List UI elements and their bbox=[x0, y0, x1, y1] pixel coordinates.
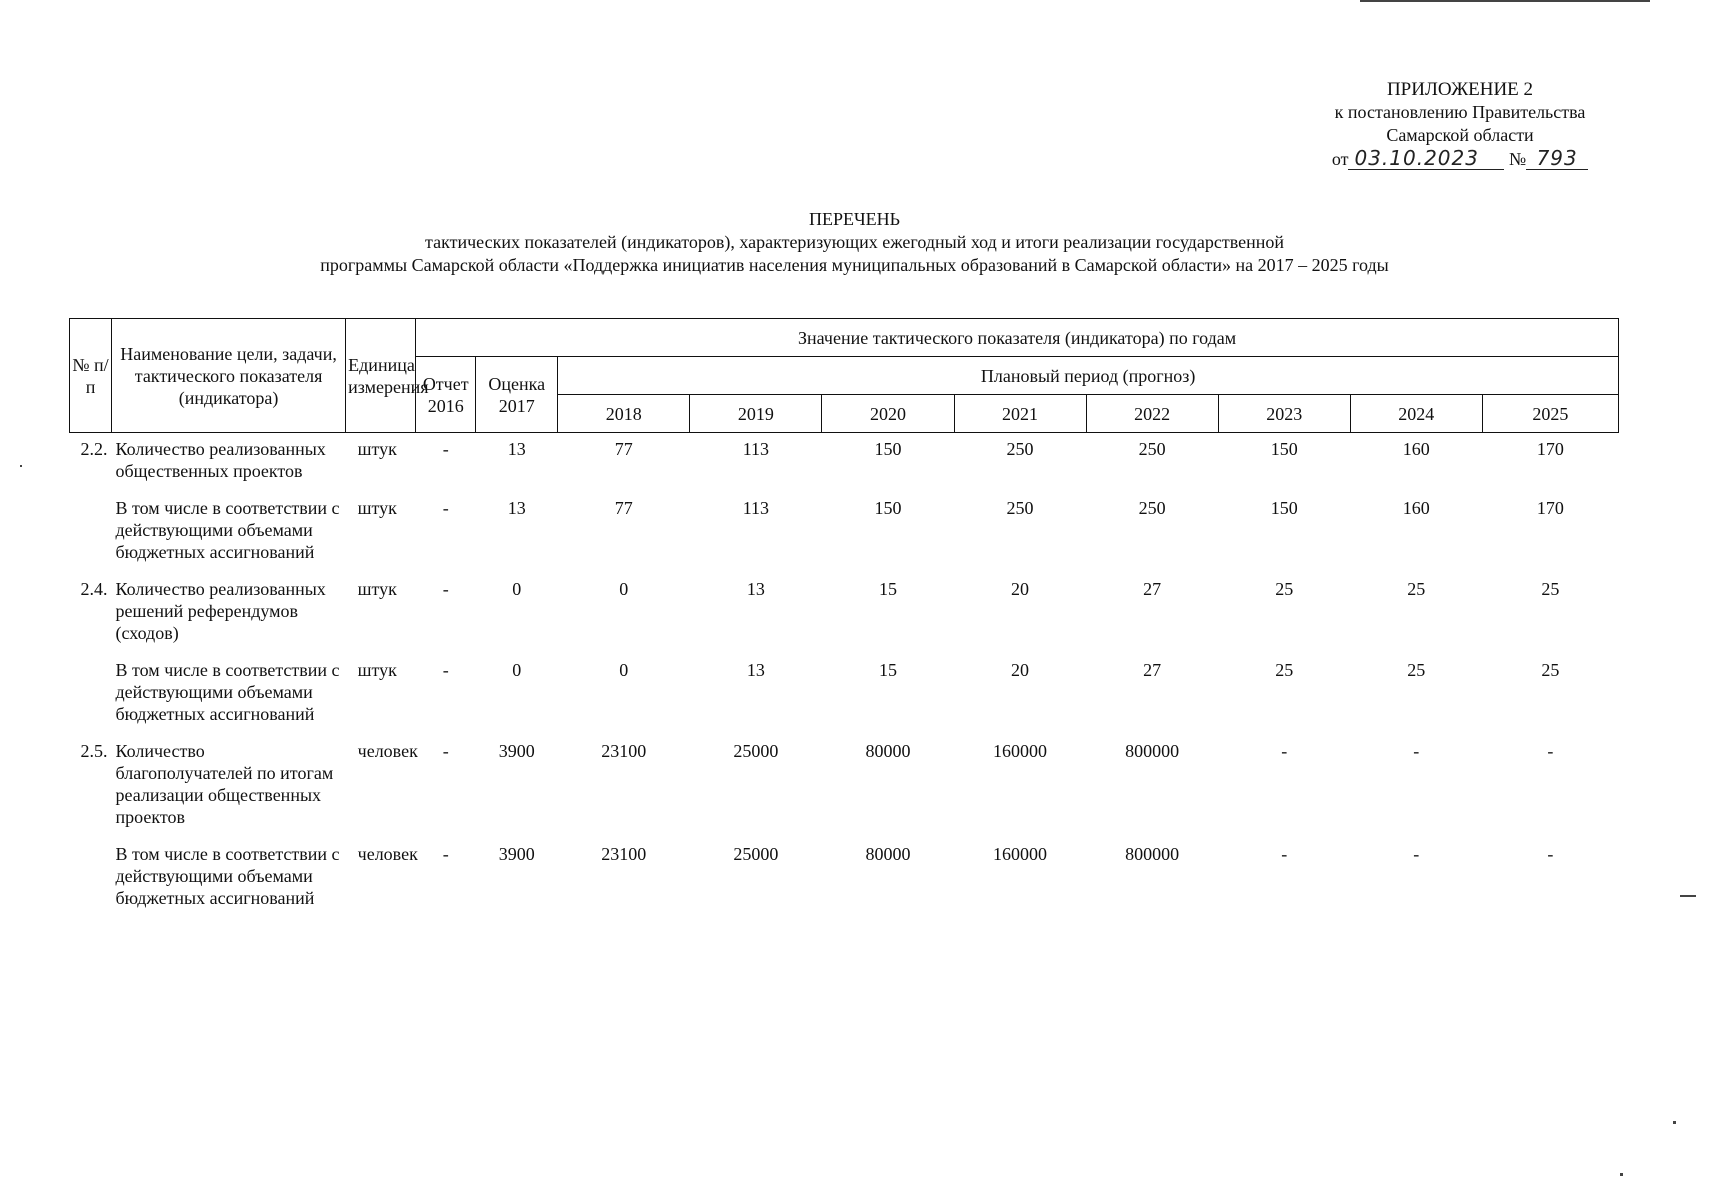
table-row bbox=[70, 838, 1619, 909]
indicator-name: В том числе в соответствии с действующими объемами бюджетных ассигнований bbox=[115, 844, 340, 908]
scan-speck bbox=[1360, 0, 1650, 2]
year-value-cell: 25 bbox=[1541, 660, 1560, 680]
estimate-2017-cell: 3900 bbox=[498, 741, 535, 761]
row-spacer-cell bbox=[70, 725, 1619, 735]
table-row bbox=[70, 433, 1619, 483]
scan-speck bbox=[1620, 1173, 1623, 1176]
year-value-cell: 77 bbox=[614, 498, 633, 518]
header-year: 2023 bbox=[1218, 395, 1350, 433]
estimate-2017-cell: 13 bbox=[507, 498, 526, 518]
indicator-name: Количество реализованных общественных проектов bbox=[115, 439, 326, 481]
year-value-cell: 20 bbox=[1011, 660, 1030, 680]
appendix-block bbox=[1300, 78, 1620, 171]
year-value-cell: 80000 bbox=[865, 844, 911, 864]
year-value-cell: 113 bbox=[742, 439, 770, 459]
indicator-name: Количество реализованных решений референдумов (сходов) bbox=[115, 579, 326, 643]
unit-cell: штук bbox=[357, 498, 397, 518]
year-value-cell: 25 bbox=[1407, 579, 1426, 599]
header-year: 2022 bbox=[1086, 395, 1218, 433]
report-2016-cell: - bbox=[442, 660, 449, 680]
header-estimate: Оценка 2017 bbox=[476, 357, 558, 433]
year-value-cell: - bbox=[1547, 741, 1554, 761]
row-number: 2.4. bbox=[80, 579, 108, 599]
year-value-cell: - bbox=[1281, 741, 1288, 761]
header-year: 2021 bbox=[954, 395, 1086, 433]
unit-cell: штук bbox=[357, 660, 397, 680]
year-value-cell: 160000 bbox=[993, 844, 1048, 864]
row-spacer bbox=[70, 725, 1619, 735]
year-value-cell: 150 bbox=[1270, 439, 1298, 459]
row-number bbox=[70, 492, 112, 563]
table-row bbox=[70, 492, 1619, 563]
report-2016-cell: - bbox=[442, 498, 449, 518]
header-year: 2019 bbox=[690, 395, 822, 433]
number-prefix: № bbox=[1508, 149, 1527, 169]
indicator-name: В том числе в соответствии с действующими объемами бюджетных ассигнований bbox=[115, 660, 340, 724]
year-value-cell: 23100 bbox=[601, 741, 647, 761]
year-value-cell: 23100 bbox=[601, 844, 647, 864]
row-spacer-cell bbox=[70, 482, 1619, 492]
year-value-cell: 800000 bbox=[1125, 741, 1180, 761]
report-2016-cell: - bbox=[442, 741, 449, 761]
header-year: 2018 bbox=[558, 395, 690, 433]
scan-speck bbox=[20, 465, 22, 467]
table-row bbox=[70, 654, 1619, 725]
header-year: 2025 bbox=[1482, 395, 1618, 433]
year-value-cell: 150 bbox=[874, 498, 902, 518]
scan-speck bbox=[1680, 895, 1696, 897]
appendix-title: ПРИЛОЖЕНИЕ 2 bbox=[1386, 79, 1534, 100]
year-value-cell: 25 bbox=[1407, 660, 1426, 680]
year-value-cell: - bbox=[1281, 844, 1288, 864]
year-value-cell: 27 bbox=[1143, 660, 1162, 680]
row-spacer bbox=[70, 644, 1619, 654]
header-name: Наименование цели, задачи, тактического показателя (индикатора) bbox=[112, 319, 346, 433]
heading-line-2: программы Самарской области «Поддержка инициатив населения муниципальных образований в Самарской области» на 2017 – 2025 годы bbox=[320, 255, 1389, 275]
header-values-group: Значение тактического показателя (индикатора) по годам bbox=[416, 319, 1619, 357]
year-value-cell: 25 bbox=[1275, 660, 1294, 680]
year-value-cell: 250 bbox=[1006, 498, 1034, 518]
year-value-cell: 20 bbox=[1011, 579, 1030, 599]
handwritten-number: 793 bbox=[1526, 147, 1588, 170]
estimate-2017-cell: 13 bbox=[507, 439, 526, 459]
document-heading bbox=[0, 208, 1709, 277]
row-spacer-cell bbox=[70, 644, 1619, 654]
year-value-cell: 27 bbox=[1143, 579, 1162, 599]
year-value-cell: 13 bbox=[746, 660, 765, 680]
row-spacer-cell bbox=[70, 563, 1619, 573]
unit-cell: человек bbox=[357, 741, 418, 761]
year-value-cell: 0 bbox=[619, 660, 629, 680]
year-value-cell: 150 bbox=[874, 439, 902, 459]
row-spacer bbox=[70, 909, 1619, 919]
header-unit: Единица измерения bbox=[346, 319, 416, 433]
row-number: 2.5. bbox=[80, 741, 108, 761]
year-value-cell: - bbox=[1413, 844, 1420, 864]
heading-line-1: тактических показателей (индикаторов), характеризующих ежегодный ход и итоги реализации государственной bbox=[425, 232, 1284, 252]
row-number bbox=[70, 654, 112, 725]
report-2016-cell: - bbox=[442, 844, 449, 864]
row-number: 2.2. bbox=[80, 439, 108, 459]
header-num: № п/п bbox=[70, 319, 112, 433]
unit-cell: штук bbox=[357, 439, 397, 459]
header-year: 2020 bbox=[822, 395, 954, 433]
header-year: 2024 bbox=[1350, 395, 1482, 433]
year-value-cell: 80000 bbox=[865, 741, 911, 761]
appendix-line-2: Самарской области bbox=[1386, 125, 1534, 145]
year-value-cell: 800000 bbox=[1125, 844, 1180, 864]
year-value-cell: 15 bbox=[878, 660, 897, 680]
heading-title: ПЕРЕЧЕНЬ bbox=[808, 209, 901, 229]
year-value-cell: 170 bbox=[1536, 439, 1564, 459]
unit-cell: штук bbox=[357, 579, 397, 599]
year-value-cell: 250 bbox=[1138, 498, 1166, 518]
year-value-cell: 150 bbox=[1270, 498, 1298, 518]
year-value-cell: - bbox=[1547, 844, 1554, 864]
indicator-name: Количество благополучателей по итогам реализации общественных проектов bbox=[115, 741, 334, 827]
year-value-cell: 170 bbox=[1536, 498, 1564, 518]
year-value-cell: 25 bbox=[1275, 579, 1294, 599]
row-spacer-cell bbox=[70, 909, 1619, 919]
indicators-table bbox=[69, 318, 1619, 919]
row-number bbox=[70, 838, 112, 909]
year-value-cell: 77 bbox=[614, 439, 633, 459]
table-row bbox=[70, 573, 1619, 644]
year-value-cell: 13 bbox=[746, 579, 765, 599]
year-value-cell: 25 bbox=[1541, 579, 1560, 599]
estimate-2017-cell: 0 bbox=[512, 579, 522, 599]
appendix-date-line bbox=[1332, 147, 1588, 171]
row-spacer bbox=[70, 828, 1619, 838]
date-prefix: от bbox=[1331, 149, 1349, 169]
year-value-cell: 160 bbox=[1402, 439, 1430, 459]
estimate-2017-cell: 3900 bbox=[498, 844, 535, 864]
indicator-name: В том числе в соответствии с действующими объемами бюджетных ассигнований bbox=[115, 498, 340, 562]
year-value-cell: 15 bbox=[878, 579, 897, 599]
header-report: Отчет 2016 bbox=[416, 357, 476, 433]
estimate-2017-cell: 0 bbox=[512, 660, 522, 680]
year-value-cell: 113 bbox=[742, 498, 770, 518]
year-value-cell: - bbox=[1413, 741, 1420, 761]
header-plan-group: Плановый период (прогноз) bbox=[558, 357, 1619, 395]
year-value-cell: 0 bbox=[619, 579, 629, 599]
year-value-cell: 160000 bbox=[993, 741, 1048, 761]
appendix-line-1: к постановлению Правительства bbox=[1334, 102, 1586, 122]
year-value-cell: 160 bbox=[1402, 498, 1430, 518]
year-value-cell: 25000 bbox=[733, 741, 779, 761]
report-2016-cell: - bbox=[442, 579, 449, 599]
row-spacer bbox=[70, 482, 1619, 492]
scan-speck bbox=[1673, 1121, 1676, 1124]
unit-cell: человек bbox=[357, 844, 418, 864]
row-spacer bbox=[70, 563, 1619, 573]
year-value-cell: 250 bbox=[1006, 439, 1034, 459]
row-spacer-cell bbox=[70, 828, 1619, 838]
report-2016-cell: - bbox=[442, 439, 449, 459]
table-row bbox=[70, 735, 1619, 828]
year-value-cell: 25000 bbox=[733, 844, 779, 864]
year-value-cell: 250 bbox=[1138, 439, 1166, 459]
handwritten-date: 03.10.2023 bbox=[1348, 147, 1504, 170]
